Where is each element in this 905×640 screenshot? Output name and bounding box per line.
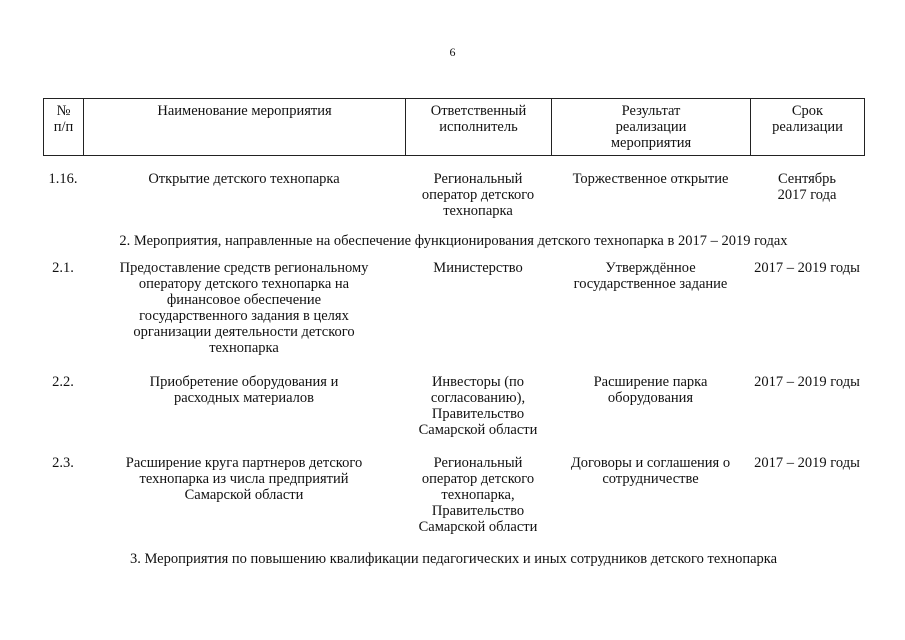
event-name: Приобретение оборудования и расходных материалов [149,374,339,406]
result: Договоры и соглашения о сотрудничестве [570,455,731,487]
row-number: 1.16. [48,171,78,187]
result: Торжественное открытие [572,171,729,187]
deadline: 2017 – 2019 годы [754,374,860,390]
table-row [43,374,864,438]
result: Утверждённое государственное задание [573,260,728,292]
table-header [43,98,865,156]
responsible: Региональный оператор детского технопарка, Правительство Самарской области [418,455,538,535]
table-row [43,171,864,219]
row-number: 2.1. [52,260,74,276]
section-heading-2: 2. Мероприятия, направленные на обеспечение функционирования детского технопарка в 2017 – 2019 годах [119,233,788,249]
responsible: Инвесторы (по согласованию), Правительство Самарской области [418,374,538,438]
event-name: Предоставление средств региональному оператору детского технопарка на финансовое обеспечение государственного задания в целях организации деятельности детского технопарка [119,260,369,356]
section-heading-3: 3. Мероприятия по повышению квалификации педагогических и иных сотрудников детского технопарка [129,551,778,567]
page-number: 6 [449,45,456,59]
responsible: Региональный оператор детского технопарка [421,171,535,219]
event-name: Открытие детского технопарка [148,171,340,187]
table-row [43,455,864,535]
responsible: Министерство [433,260,523,276]
row-number: 2.3. [52,455,74,471]
row-number: 2.2. [52,374,74,390]
header-responsible: Ответственный исполнитель [406,99,552,156]
deadline: 2017 – 2019 годы [754,455,860,471]
deadline: 2017 – 2019 годы [754,260,860,276]
deadline: Сентябрь 2017 года [777,171,837,203]
table-row [43,260,864,356]
header-event-name: Наименование мероприятия [84,99,406,156]
result: Расширение парка оборудования [593,374,708,406]
event-name: Расширение круга партнеров детского технопарка из числа предприятий Самарской области [125,455,363,503]
header-deadline: Срок реализации [751,99,865,156]
header-result: Результат реализации мероприятия [552,99,751,156]
header-number: № п/п [44,99,84,156]
